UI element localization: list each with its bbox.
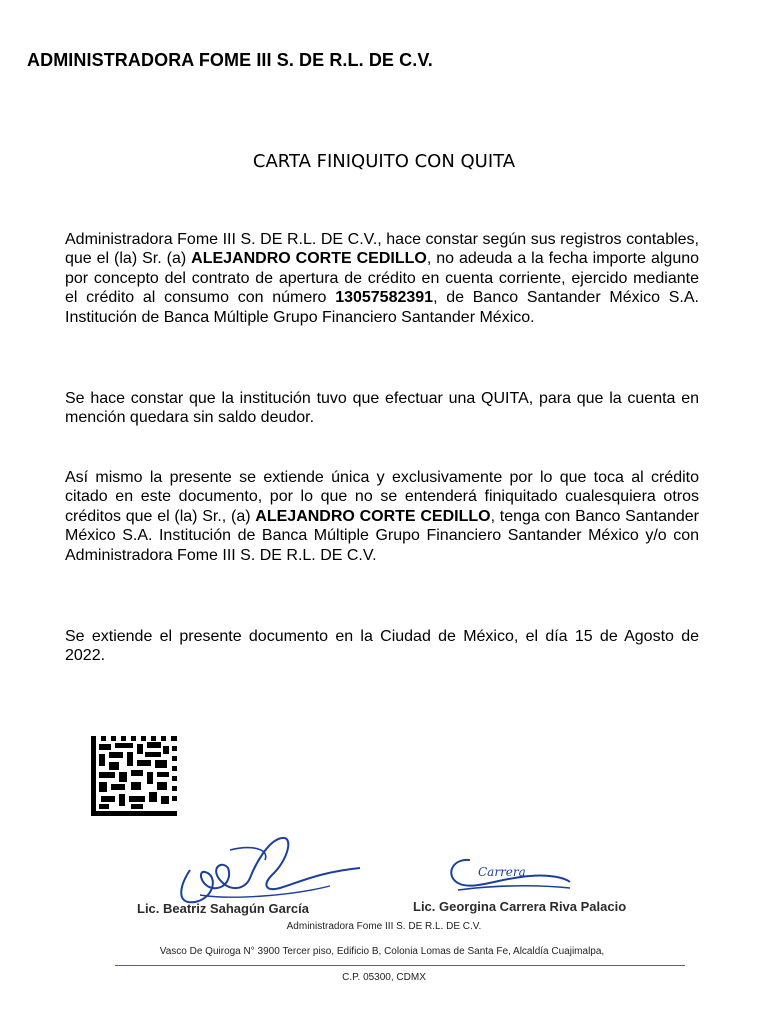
debtor-name: ALEJANDRO CORTE CEDILLO: [191, 250, 427, 268]
footer-address: Vasco De Quiroga N° 3900 Tercer piso, Edificio B, Colonia Lomas de Santa Fe, Alcaldía Cuajimalpa,: [159, 946, 605, 957]
paragraph-date: Se extiende el presente documento en la Ciudad de México, el día 15 de Agosto de 2022.: [65, 628, 699, 665]
paragraph-text: Administradora Fome III S. DE R.L. DE C.V., hace constar según sus registros contables, que el (la) Sr. (a): [65, 231, 699, 268]
footer-postal: C.P. 05300, CDMX: [342, 972, 426, 983]
debtor-name: ALEJANDRO CORTE CEDILLO: [255, 507, 491, 525]
signer-name-1: Lic. Beatriz Sahagún García: [137, 901, 309, 916]
paragraph-text: Así mismo la presente se extiende única y exclusivamente por lo que toca al crédito citado en este documento, por lo que no se entenderá finiquitado cualesquiera otros créditos que el (la) Sr., (a): [65, 469, 699, 525]
footer-divider: [115, 965, 685, 966]
account-number: 13057582391: [335, 289, 434, 307]
signer-name-2: Lic. Georgina Carrera Riva Palacio: [413, 899, 627, 914]
paragraph-text: , de Banco Santander México S.A. Institución de Banca Múltiple Grupo Financiero Santander México.: [65, 289, 699, 326]
datamatrix-code: [91, 736, 177, 816]
document-title: CARTA FINIQUITO CON QUITA: [252, 151, 516, 172]
footer-company: Administradora Fome III S. DE R.L. DE C.V.: [286, 921, 482, 932]
paragraph-text: , no adeuda a la fecha importe alguno por concepto del contrato de apertura de crédito en cuenta corriente, ejercido mediante el crédito al consumo con número: [65, 250, 700, 307]
paragraph-scope: [65, 468, 699, 565]
signature-georgina: [440, 848, 580, 900]
signature-beatriz: [170, 830, 370, 910]
paragraph-statement: [65, 230, 699, 327]
signature-handwriting: Carrera: [478, 865, 526, 879]
paragraph-text: , tenga con Banco Santander México S.A. Institución de Banca Múltiple Grupo Financiero Santander México y/o con Administradora Fome III S. DE R.L. DE C.V.: [65, 507, 700, 564]
company-header: ADMINISTRADORA FOME III S. DE R.L. DE C.V.: [27, 50, 433, 70]
paragraph-quita: Se hace constar que la institución tuvo que efectuar una QUITA, para que la cuenta en mención quedara sin saldo deudor.: [65, 390, 699, 427]
